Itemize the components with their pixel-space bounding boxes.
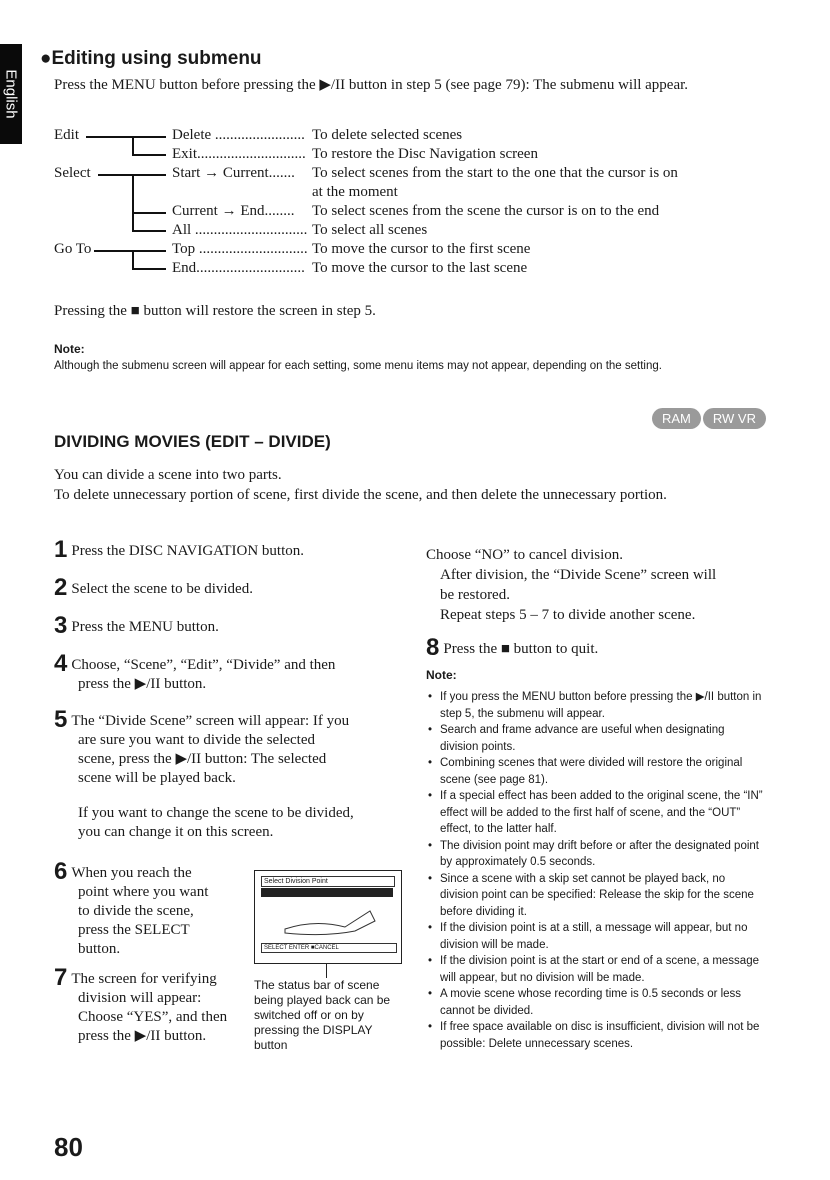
badge-rw-vr: RW VR <box>703 408 766 429</box>
submenu-intro: Press the MENU button before pressing the ▶/II button in step 5 (see page 79): The submenu will appear. <box>54 77 689 93</box>
step-7: 7 The screen for verifying division will appear: Choose “YES”, and then press the ▶/II button. <box>54 964 228 1044</box>
tree-desc: To restore the Disc Navigation screen <box>312 146 538 162</box>
section-title-submenu: ●Editing using submenu <box>40 48 262 69</box>
note-text: Although the submenu screen will appear for each setting, some menu items may not appear, depending on the setting. <box>54 360 662 372</box>
tree-label: Go To <box>54 241 92 257</box>
step-4: 4 Choose, “Scene”, “Edit”, “Divide” and then press the ▶/II button. <box>54 650 336 692</box>
divide-intro-1: You can divide a scene into two parts. <box>54 467 282 483</box>
screen-status-bar <box>261 888 393 897</box>
tree-option: Start → Current....... <box>172 165 295 181</box>
step-7-cont-2: After division, the “Divide Scene” screen will <box>440 567 717 583</box>
tree-desc: To select scenes from the scene the cursor is on to the end <box>312 203 660 219</box>
step-7-cont-4: Repeat steps 5 – 7 to divide another scene. <box>440 607 696 623</box>
stop-instruction: Pressing the ■ button will restore the screen in step 5. <box>54 303 376 319</box>
list-item: • The division point may drift before or after the designated point by approximately 0.5 seconds. <box>426 838 766 871</box>
connector <box>132 174 134 232</box>
divide-screen-illustration <box>254 870 402 964</box>
divide-intro-2: To delete unnecessary portion of scene, first divide the scene, and then delete the unnecessary portion. <box>54 487 667 503</box>
connector <box>132 268 166 270</box>
connector <box>86 136 166 138</box>
tree-desc: To move the cursor to the first scene <box>312 241 531 257</box>
connector <box>132 230 166 232</box>
language-tab-label: English <box>2 69 20 119</box>
tree-desc: To move the cursor to the last scene <box>312 260 528 276</box>
list-item: • If you press the MENU button before pressing the ▶/II button in step 5, the submenu will appear. <box>426 689 766 722</box>
list-item: • If free space available on disc is insufficient, division will not be possible: Delete unnecessary scenes. <box>426 1019 766 1052</box>
step-2: 2 Select the scene to be divided. <box>54 574 253 601</box>
screen-footer: SELECT ENTER ■CANCEL <box>261 943 397 953</box>
tree-label: Edit <box>54 127 79 143</box>
step-5-extra: If you want to change the scene to be divided, you can change it on this screen. <box>78 805 354 840</box>
tree-option: Current → End........ <box>172 203 295 219</box>
tree-label: Select <box>54 165 91 181</box>
page-number: 80 <box>54 1132 83 1162</box>
tree-desc: To select all scenes <box>312 222 428 238</box>
list-item: • Search and frame advance are useful when designating division points. <box>426 722 766 755</box>
list-item: • Since a scene with a skip set cannot be played back, no division point can be specified: Release the skip for the scene before dividing it. <box>426 871 766 921</box>
step-3: 3 Press the MENU button. <box>54 612 219 639</box>
note2-list <box>426 689 766 1052</box>
tree-option: End............................. <box>172 260 305 276</box>
note-heading: Note: <box>54 342 85 356</box>
connector <box>132 154 166 156</box>
step-8: 8 Press the ■ button to quit. <box>426 634 599 661</box>
tree-desc: To select scenes from the start to the one that the cursor is on <box>312 165 678 181</box>
disc-type-badges <box>652 408 766 429</box>
connector <box>132 136 134 156</box>
caption-pointer <box>326 964 327 978</box>
note2-heading: Note: <box>426 668 457 682</box>
connector <box>132 250 134 270</box>
screen-caption: The status bar of scene being played back can be switched off or on by pressing the DISPLAY button <box>254 978 391 1052</box>
step-1: 1 Press the DISC NAVIGATION button. <box>54 536 304 563</box>
step-7-cont-3: be restored. <box>440 587 510 603</box>
list-item: • If the division point is at the start or end of a scene, a message will appear, but no division will be made. <box>426 953 766 986</box>
step-7-cont-1: Choose “NO” to cancel division. <box>426 547 624 563</box>
section-title-divide: DIVIDING MOVIES (EDIT – DIVIDE) <box>54 432 331 451</box>
badge-ram: RAM <box>652 408 701 429</box>
tree-option: All .............................. <box>172 222 308 238</box>
tree-desc: To delete selected scenes <box>312 127 463 143</box>
tree-option: Exit............................. <box>172 146 306 162</box>
list-item: • Combining scenes that were divided will restore the original scene (see page 81). <box>426 755 766 788</box>
tree-option: Top ............................. <box>172 241 308 257</box>
screen-title-bar: Select Division Point <box>261 876 395 887</box>
list-item: • A movie scene whose recording time is 0.5 seconds or less cannot be divided. <box>426 986 766 1019</box>
scene-image-icon <box>275 901 385 939</box>
connector <box>132 212 166 214</box>
step-5: 5 The “Divide Scene” screen will appear: If you are sure you want to divide the selected scene, press the ▶/II button: The selected scene will be played back. <box>54 706 350 786</box>
connector <box>94 250 166 252</box>
tree-desc: at the moment <box>312 184 398 200</box>
language-tab <box>0 44 22 144</box>
tree-option: Delete ........................ <box>172 127 305 143</box>
list-item: • If a special effect has been added to the original scene, the “IN” effect will be added to the first half of scene, and the “OUT” effect, to the latter half. <box>426 788 766 838</box>
list-item: • If the division point is at a still, a message will appear, but no division will be made. <box>426 920 766 953</box>
step-6: 6 When you reach the point where you want to divide the scene, press the SELECT button. <box>54 858 209 957</box>
